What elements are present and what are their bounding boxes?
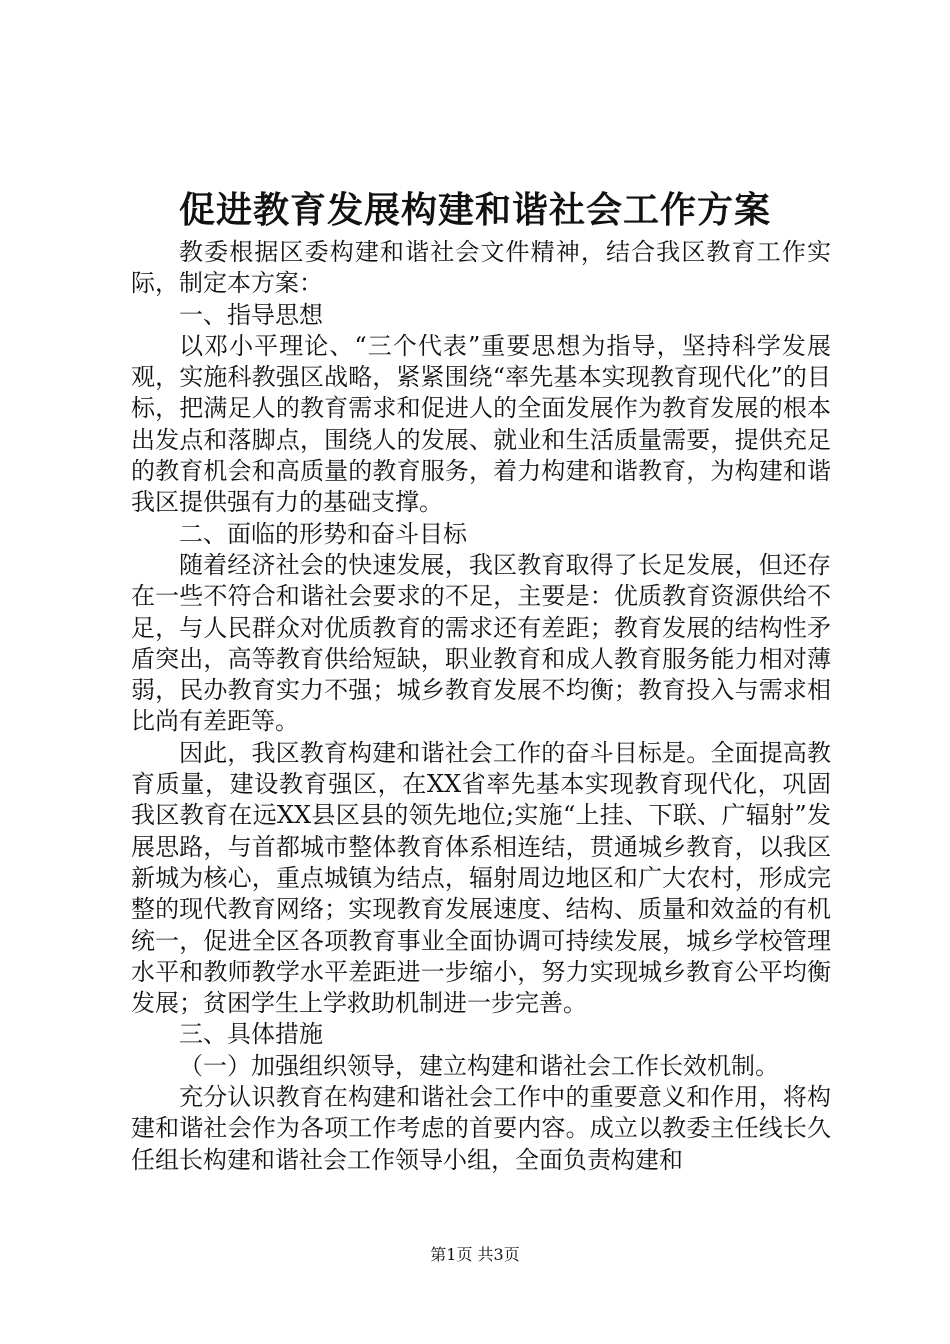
situation-paragraph: 随着经济社会的快速发展，我区教育取得了长足发展，但还存在一些不符合和谐社会要求的不足，主要是：优质教育资源供给不足，与人民群众对优质教育的需求还有差距；教育发展的结构性矛盾突出，高等教育供给短缺，职业教育和成人教育服务能力相对薄弱，民办教育实力不强；城乡教育发展不均衡；教育投入与需求相比尚有差距等。	[131, 550, 831, 736]
section-heading-3: 三、具体措施	[179, 1020, 323, 1049]
guiding-thought-paragraph: 以邓小平理论、“三个代表”重要思想为指导，坚持科学发展观，实施科教强区战略，紧紧围绕“率先基本实现教育现代化”的目标，把满足人的教育需求和促进人的全面发展作为教育发展的根本出发点和落脚点，围绕人的发展、就业和生活质量需要，提供充足的教育机会和高质量的教育服务，着力构建和谐教育，为构建和谐我区提供强有力的基础支撑。	[131, 331, 831, 517]
document-title: 促进教育发展构建和谐社会工作方案	[178, 189, 771, 231]
section-heading-1: 一、指导思想	[179, 300, 323, 329]
intro-paragraph: 教委根据区委构建和谐社会文件精神，结合我区教育工作实际，制定本方案：	[131, 238, 831, 298]
subsection-heading-1: （一）加强组织领导，建立构建和谐社会工作长效机制。	[179, 1051, 779, 1080]
goal-paragraph: 因此，我区教育构建和谐社会工作的奋斗目标是。全面提高教育质量，建设教育强区，在XX省率先基本实现教育现代化，巩固我区教育在远XX县区县的领先地位;实施“上挂、下联、广辐射”发展思路，与首都城市整体教育体系相连结，贯通城乡教育，以我区新城为核心，重点城镇为结点，辐射周边地区和广大农村，形成完整的现代教育网络；实现教育发展速度、结构、质量和效益的有机统一，促进全区各项教育事业全面协调可持续发展，城乡学校管理水平和教师教学水平差距进一步缩小，努力实现城乡教育公平均衡发展；贫困学生上学救助机制进一步完善。	[131, 738, 831, 1018]
measures-paragraph: 充分认识教育在构建和谐社会工作中的重要意义和作用，将构建和谐社会作为各项工作考虑的首要内容。成立以教委主任线长久任组长构建和谐社会工作领导小组，全面负责构建和	[131, 1083, 831, 1174]
document-body	[131, 237, 831, 1176]
section-heading-2: 二、面临的形势和奋斗目标	[179, 519, 467, 548]
page-footer: 第1页 共3页	[430, 1245, 520, 1264]
